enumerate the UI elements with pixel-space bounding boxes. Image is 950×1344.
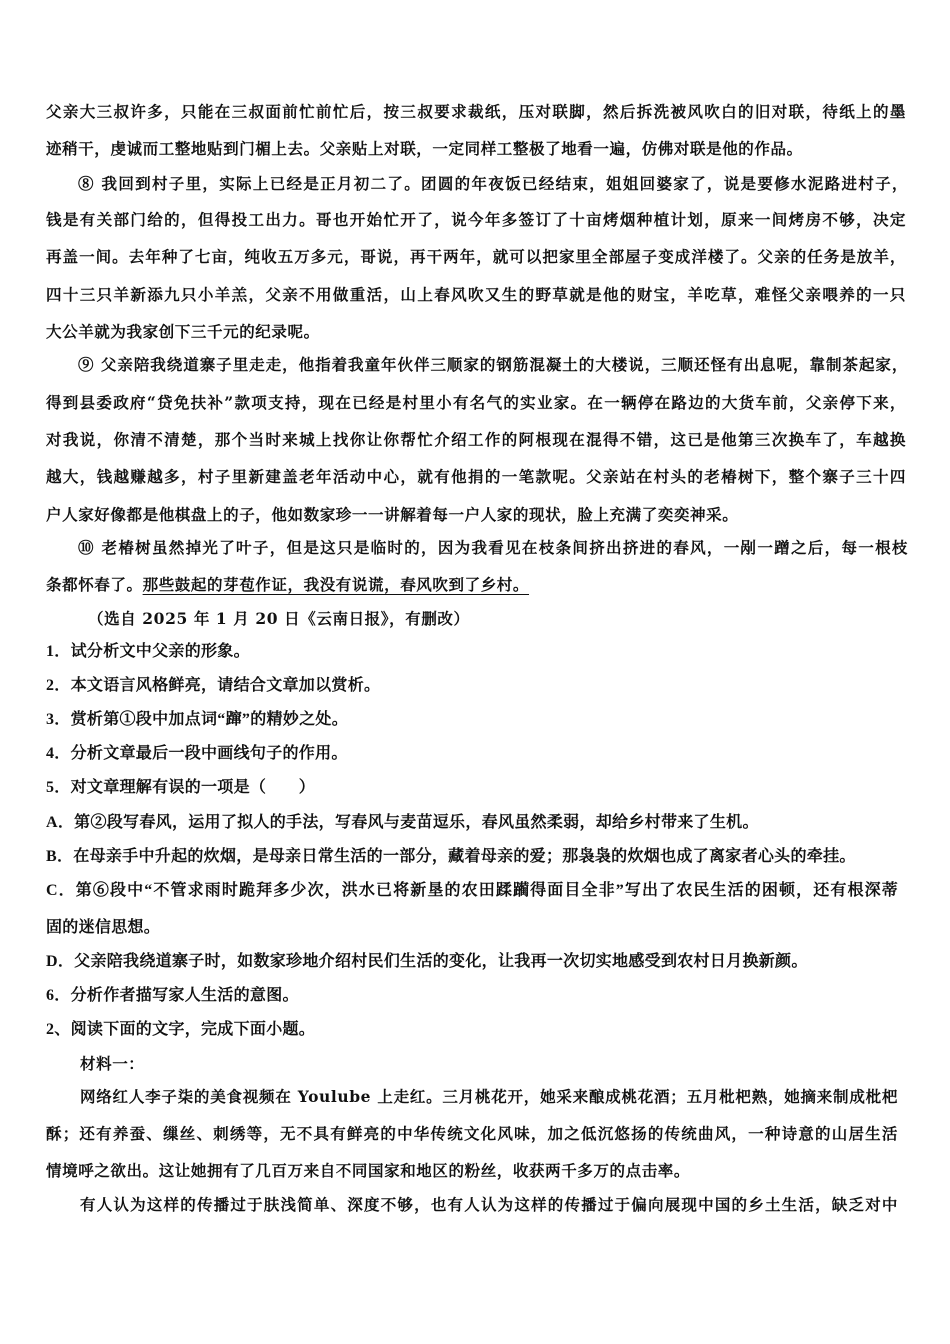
source-citation: （选自 2025 年 1 月 20 日《云南日报》，有删改） — [88, 609, 470, 628]
question-6: 6．分析作者描写家人生活的意图。 — [46, 987, 299, 1004]
text-line: 对我说，你清不清楚，那个当时来城上找你让你帮忙介绍工作的阿根现在混得不错，这已是他第三次换车了，车越换 — [46, 430, 906, 449]
text-line: 有人认为这样的传播过于肤浅简单、深度不够，也有人认为这样的传播过于偏向展现中国的乡土生活，缺乏对中 — [80, 1195, 898, 1214]
question-2: 2．本文语言风格鲜亮，请结合文章加以赏析。 — [46, 677, 381, 694]
text-line: 再盖一间。去年种了七亩，纯收五万多元，哥说，再干两年，就可以把家里全部屋子变成洋楼了。父亲的任务是放羊， — [46, 247, 906, 266]
text-line: 迹稍干，虔诚而工整地贴到门楣上去。父亲贴上对联，一定同样工整极了地看一遍，仿佛对联是他的作品。 — [46, 139, 803, 158]
option-c-continued: 固的迷信思想。 — [46, 919, 161, 936]
text-line: ⑧ 我回到村子里，实际上已经是正月初二了。团圆的年夜饭已经结束，姐姐回婆家了，说是要修水泥路进村子， — [78, 174, 908, 193]
text-line: 钱是有关部门给的，但得投工出力。哥也开始忙开了，说今年多签订了十亩烤烟种植计划，原来一间烤房不够，决定 — [46, 210, 906, 229]
text-line: 父亲大三叔许多，只能在三叔面前忙前忙后，按三叔要求裁纸，压对联脚，然后拆洗被风吹白的旧对联，待纸上的墨 — [46, 102, 906, 121]
question-4: 4．分析文章最后一段中画线句子的作用。 — [46, 745, 348, 762]
text-line: ⑩ 老椿树虽然掉光了叶子，但是这只是临时的，因为我看见在枝条间挤出挤进的春风，一剐一蹭之后，每一根枝 — [78, 538, 908, 557]
text-line: 户人家好像都是他棋盘上的子，他如数家珍一一讲解着每一户人家的现状，脸上充满了奕奕神采。 — [46, 505, 739, 524]
text-line — [46, 575, 906, 595]
text-line: 情境呼之欲出。这让她拥有了几百万来自不同国家和地区的粉丝，收获两千多万的点击率。 — [46, 1161, 691, 1180]
question-3: 3．赏析第①段中加点词“蹿”的精妙之处。 — [46, 711, 349, 728]
option-c: C．第⑥段中“不管求雨时跪拜多少次，洪水已将新垦的农田蹂躏得面目全非”写出了农民生活的困顿，还有根深蒂 — [46, 882, 898, 899]
question-5: 5．对文章理解有误的一项是（ ） — [46, 779, 316, 796]
text-line-start: 条都怀春了。 — [46, 575, 143, 594]
section-2-heading: 2、阅读下面的文字，完成下面小题。 — [46, 1021, 316, 1038]
question-1: 1．试分析文中父亲的形象。 — [46, 643, 250, 660]
text-line: ⑨ 父亲陪我绕道寨子里走走，他指着我童年伙伴三顺家的钢筋混凝土的大楼说，三顺还怪有出息呢，靠制茶起家， — [78, 355, 908, 374]
option-a: A．第②段写春风，运用了拟人的手法，写春风与麦苗逗乐，春风虽然柔弱，却给乡村带来了生机。 — [46, 814, 759, 831]
text-line: 大公羊就为我家创下三千元的纪录呢。 — [46, 322, 320, 341]
text-line: 酥；还有养蚕、缫丝、刺绣等，无不具有鲜亮的中华传统文化风味，加之低沉悠扬的传统曲风，一种诗意的山居生活 — [46, 1124, 898, 1143]
text-line: 得到县委政府“贷免扶补”款项支持，现在已经是村里小有名气的实业家。在一辆停在路边的大货车前，父亲停下来， — [46, 393, 906, 412]
text-line: 网络红人李子柒的美食视频在 Youlube 上走红。三月桃花开，她采来酿成桃花酒；五月枇杷熟，她摘来制成枇杷 — [80, 1087, 898, 1106]
text-line: 四十三只羊新添九只小羊羔，父亲不用做重活，山上春风吹又生的野草就是他的财宝，羊吃草，难怪父亲喂养的一只 — [46, 285, 906, 304]
underlined-sentence: 那些鼓起的芽苞作证，我没有说谎，春风吹到了乡村。 — [142, 575, 530, 594]
text-line: 越大，钱越赚越多，村子里新建盖老年活动中心，就有他捐的一笔款呢。父亲站在村头的老椿树下，整个寨子三十四 — [46, 467, 906, 486]
material-label: 材料一： — [80, 1054, 145, 1073]
option-b: B．在母亲手中升起的炊烟，是母亲日常生活的一部分，藏着母亲的爱；那袅袅的炊烟也成了离家者心头的牵挂。 — [46, 848, 856, 865]
option-d: D．父亲陪我绕道寨子时，如数家珍地介绍村民们生活的变化，让我再一次切实地感受到农村日月换新颜。 — [46, 953, 808, 970]
